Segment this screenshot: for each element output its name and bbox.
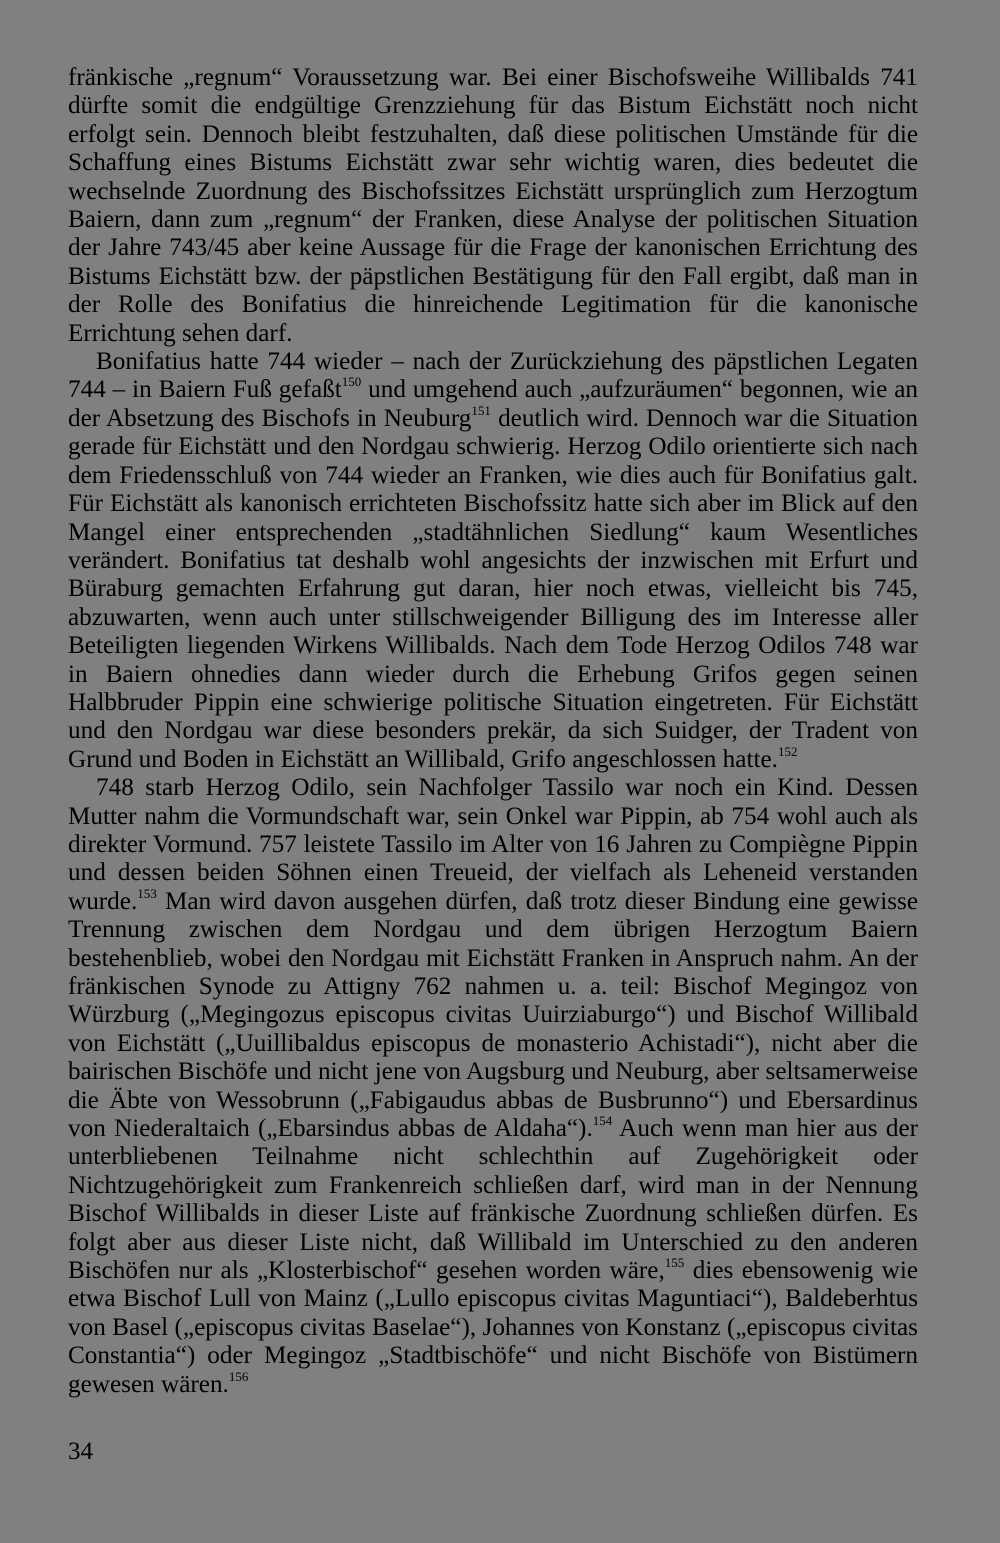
paragraph-text: deutlich wird. Dennoch war die Situation gerade für Eichstätt und den Nordgau schwierig. Herzog Odilo orientierte sich nach dem Friedensschluß von 744 wieder an Franken, wie dies auch für Bonifatius galt. Für Eichstätt als kanonisch errichteten Bischofssitz hatte sich aber im Blick auf den Mangel einer entsprechenden „stadtähnlichen Siedlung“ kaum Wesentliches verändert. Bonifatius tat deshalb wohl angesichts der inzwischen mit Erfurt und Büraburg gemachten Erfahrung gut daran, hier noch etwas, vielleicht bis 745, abzuwarten, wenn auch unter stillschweigender Billigung des im Interesse aller Beteiligten liegenden Wirkens Willibalds. Nach dem Tode Herzog Odilos 748 war in Baiern ohnedies dann wieder durch die Erhebung Grifos gegen seinen Halbbruder Pippin eine schwierige politische Situation eingetreten. Für Eichstätt und den Nordgau war diese besonders prekär, da sich Suidger, der Tradent von Grund und Boden in Eichstätt an Willibald, Grifo angeschlossen hatte. [68, 404, 918, 773]
footnote-marker: 152 [777, 743, 798, 759]
paragraph-text: dies ebensowenig wie etwa Bischof Lull von Mainz („Lullo episcopus civitas Maguntiaci“), Baldeberhtus von Basel („episcopus civitas Baselae“), Johannes von Konstanz („episcopus civitas Constantia“) oder Megingoz „Stadtbischöfe“ und nicht Bischöfe von Bistümern gewesen wären. [68, 1257, 919, 1398]
footnote-marker: 154 [592, 1113, 613, 1129]
paragraph-text: und umgehend auch „aufzuräumen“ begonnen, wie an der Absetzung des Bischofs in Neuburg [68, 376, 918, 432]
page-body [68, 64, 918, 1399]
paragraph-2 [68, 348, 918, 774]
page-number: 34 [68, 1438, 93, 1465]
paragraph-3 [68, 774, 918, 1399]
footnote-marker: 155 [664, 1255, 685, 1271]
paragraph-text: Auch wenn man hier aus der unterbliebenen Teilnahme nicht schlechthin auf Zugehörigkeit oder Nichtzugehörigkeit zum Frankenreich schließen darf, wird man in der Nennung Bischof Willibalds in dieser Liste auf fränkische Zuordnung schließen dürfen. Es folgt aber aus dieser Liste nicht, daß Willibald im Unterschied zu den anderen Bischöfen nur als „Klosterbischof“ gesehen worden wäre, [68, 1115, 919, 1285]
footnote-marker: 153 [137, 885, 157, 901]
paragraph-1 [68, 64, 918, 348]
paragraph-text: Man wird davon ausgehen dürfen, daß trotz dieser Bindung eine gewisse Trennung zwischen dem Nordgau und dem übrigen Herzogtum Baiern bestehenblieb, wobei den Nordgau mit Eichstätt Franken in Anspruch nahm. An der fränkischen Synode zu Attigny 762 nahmen u. a. teil: Bischof Megingoz von Würzburg („Megingozus episcopus civitas Uuirziaburgo“) und Bischof Willibald von Eichstätt („Uuillibaldus episcopus de monasterio Achistadi“), nicht aber die bairischen Bischöfe und nicht jene von Augsburg und Neuburg, aber seltsamerweise die Äbte von Wessobrunn („Fabigaudus abbas de Busbrunno“) und Ebersardinus von Niederaltaich („Ebarsindus abbas de Aldaha“). [68, 887, 918, 1143]
footnote-marker: 150 [341, 374, 362, 390]
paragraph-text: 748 starb Herzog Odilo, sein Nachfolger Tassilo war noch ein Kind. Dessen Mutter nahm die Vormundschaft war, sein Onkel war Pippin, ab 754 wohl auch als direkter Vormund. 757 leistete Tassilo im Alter von 16 Jahren zu Compiègne Pippin und dessen beiden Söhnen einen Treueid, der vielfach als Leheneid verstanden wurde. [68, 774, 918, 915]
paragraph-text: Bonifatius hatte 744 wieder – nach der Zurückziehung des päpstlichen Legaten 744 – in Baiern Fuß gefaßt [68, 348, 918, 404]
footnote-marker: 156 [228, 1368, 249, 1384]
footnote-marker: 151 [471, 402, 491, 418]
paragraph-text: fränkische „regnum“ Voraussetzung war. Bei einer Bischofsweihe Willibalds 741 dürfte somit die endgültige Grenzziehung für das Bistum Eichstätt noch nicht erfolgt sein. Dennoch bleibt festzuhalten, daß diese politischen Umstände für die Schaffung eines Bistums Eichstätt zwar sehr wichtig waren, dies bedeutet die wechselnde Zuordnung des Bischofssitzes Eichstätt ursprünglich zum Herzogtum Baiern, dann zum „regnum“ der Franken, diese Analyse der politischen Situation der Jahre 743/45 aber keine Aussage für die Frage der kanonischen Errichtung des Bistums Eichstätt bzw. der päpstlichen Bestätigung für den Fall ergibt, daß man in der Rolle des Bonifatius die hinreichende Legitimation für die kanonische Errichtung sehen darf. [68, 64, 918, 347]
